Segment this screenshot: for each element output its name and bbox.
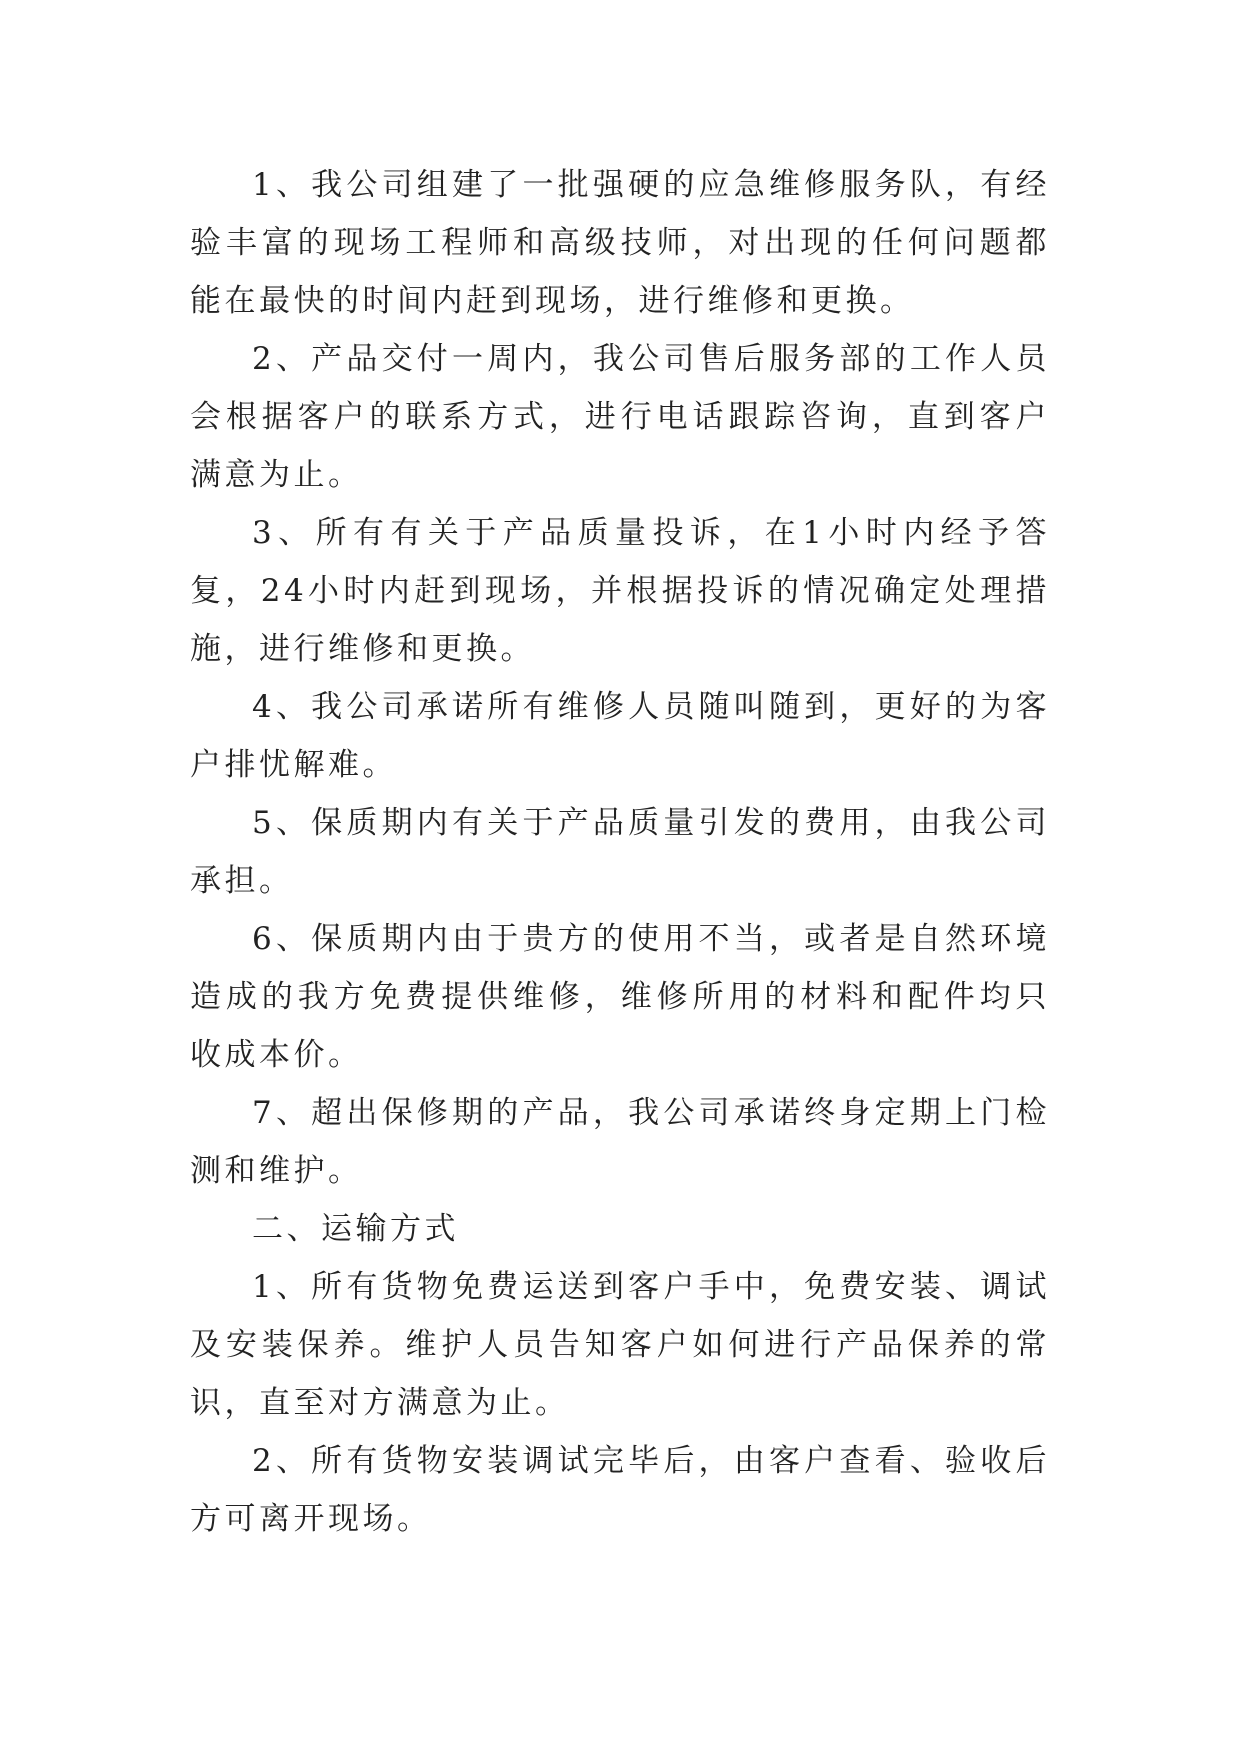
paragraph-on-call-staff: 4、我公司承诺所有维修人员随叫随到，更好的为客户排忧解难。 (190, 689, 1050, 783)
document-body (190, 156, 1050, 1548)
paragraph-service-team: 1、我公司组建了一批强硬的应急维修服务队，有经验丰富的现场工程师和高级技师，对出现的任何问题都能在最快的时间内赶到现场，进行维修和更换。 (190, 167, 1050, 319)
section-heading-transport: 二、运输方式 (252, 1211, 459, 1247)
paragraph-phone-follow-up: 2、产品交付一周内，我公司售后服务部的工作人员会根据客户的联系方式，进行电话跟踪咨询，直到客户满意为止。 (190, 341, 1050, 493)
paragraph-warranty-costs: 5、保质期内有关于产品质量引发的费用，由我公司承担。 (190, 805, 1050, 899)
paragraph-free-repair: 6、保质期内由于贵方的使用不当，或者是自然环境造成的我方免费提供维修，维修所用的材料和配件均只收成本价。 (190, 921, 1050, 1073)
paragraph-acceptance: 2、所有货物安装调试完毕后，由客户查看、验收后方可离开现场。 (190, 1443, 1050, 1537)
paragraph-free-delivery: 1、所有货物免费运送到客户手中，免费安装、调试及安装保养。维护人员告知客户如何进行产品保养的常识，直至对方满意为止。 (190, 1269, 1050, 1421)
paragraph-complaint-response: 3、所有有关于产品质量投诉，在1小时内经予答复，24小时内赶到现场，并根据投诉的情况确定处理措施，进行维修和更换。 (190, 515, 1050, 667)
paragraph-lifetime-inspection: 7、超出保修期的产品，我公司承诺终身定期上门检测和维护。 (190, 1095, 1050, 1189)
